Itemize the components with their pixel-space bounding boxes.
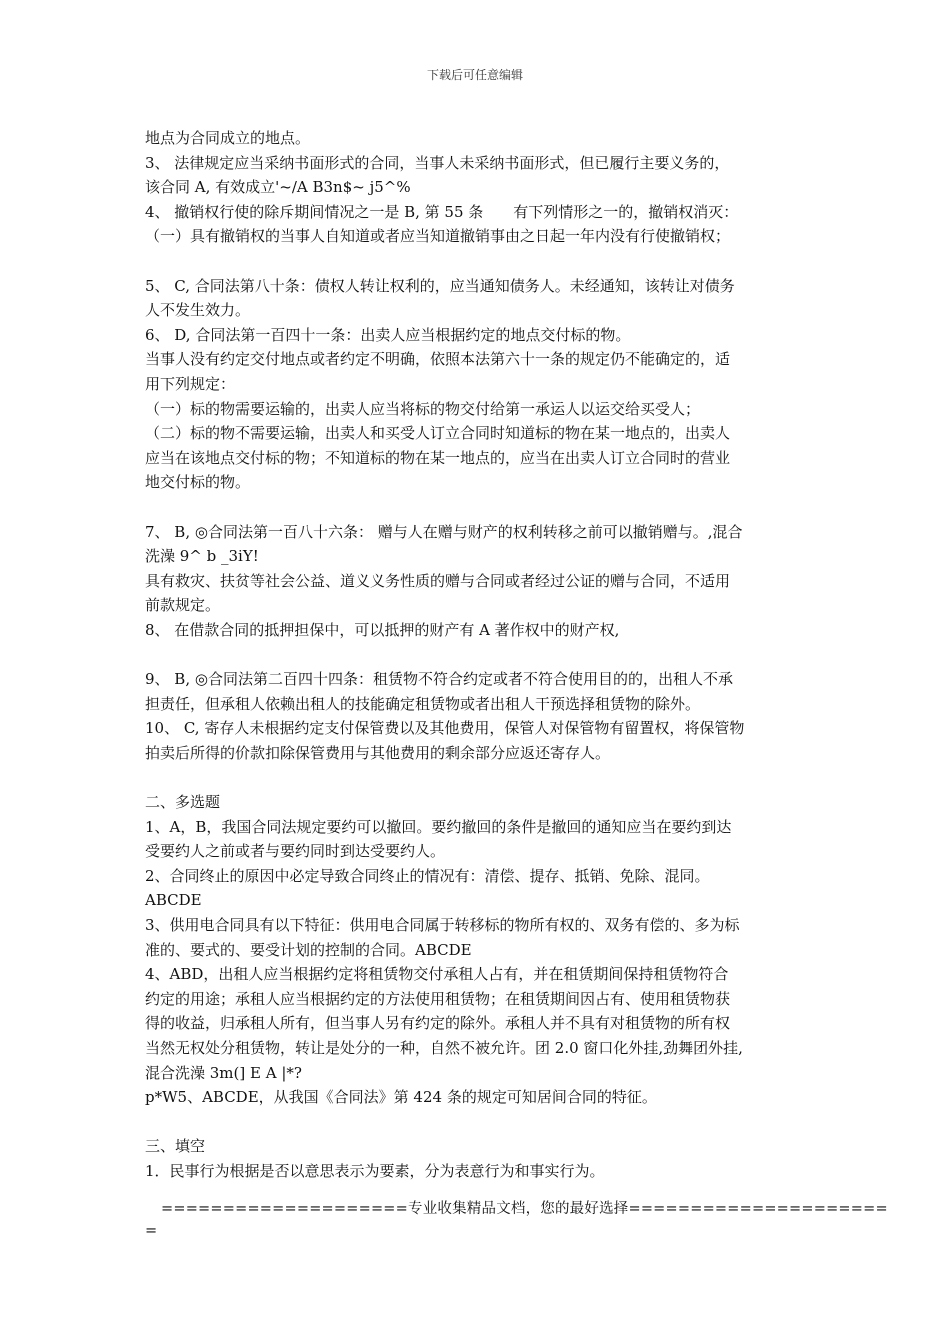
text-line: 用下列规定： — [145, 374, 236, 393]
text-line: 当事人没有约定交付地点或者约定不明确，依照本法第六十一条的规定仍不能确定的，适 — [145, 350, 731, 369]
text-line: 当然无权处分租赁物，转让是处分的一种，自然不被允许。团 2.0 窗口化外挂,劲舞团外挂, — [145, 1038, 743, 1057]
text-line: 4、 撤销权行使的除斥期间情况之一是 B, 第 55 条 有下列情形之一的，撤销权消灭： — [145, 202, 739, 221]
page-header: 下载后可任意编辑 — [426, 68, 523, 82]
text-line: 10、 C, 寄存人未根据约定支付保管费以及其他费用，保管人对保管物有留置权，将保管物 — [145, 719, 745, 738]
text-line: （一）标的物需要运输的，出卖人应当将标的物交付给第一承运人以运交给买受人； — [145, 399, 701, 418]
text-line: 3、供用电合同具有以下特征：供用电合同属于转移标的物所有权的、双务有偿的、多为标 — [145, 916, 740, 934]
text-line: 5、 C, 合同法第八十条：债权人转让权利的，应当通知债务人。未经通知，该转让对债务 — [145, 276, 735, 295]
blank-line — [145, 1110, 810, 1135]
text-line: 混合洗澡 3m(] E A |*? — [145, 1063, 302, 1082]
text-line: 地交付标的物。 — [145, 473, 251, 492]
text-line: 该合同 A, 有效成立'~/A B3n$~ j5^% — [145, 178, 411, 197]
text-line: 二、多选题 — [145, 793, 221, 812]
text-line: 应当在该地点交付标的物；不知道标的物在某一地点的，应当在出卖人订立合同时的营业 — [145, 448, 731, 467]
text-line: 洗澡 9^ b _3iY! — [145, 547, 259, 566]
text-line: 地点为合同成立的地点。 — [145, 129, 311, 147]
text-line: 8、 在借款合同的抵押担保中，可以抵押的财产有 A 著作权中的财产权, — [145, 620, 620, 639]
footer-banner-tail: = — [145, 1223, 158, 1239]
text-line: ABCDE — [145, 891, 202, 910]
text-line: 拍卖后所得的价款扣除保管费用与其他费用的剩余部分应返还寄存人。 — [145, 743, 611, 762]
text-line: 前款规定。 — [145, 596, 221, 615]
blank-line — [145, 765, 810, 790]
text-line: 9、 B, ◎合同法第二百四十四条：租赁物不符合约定或者不符合使用目的的，出租人不承 — [145, 670, 733, 689]
text-line: （二）标的物不需要运输，出卖人和买受人订立合同时知道标的物在某一地点的，出卖人 — [145, 424, 731, 443]
text-line: 7、 B, ◎合同法第一百八十六条： 赠与人在赠与财产的权利转移之前可以撤销赠与。,混合 — [145, 522, 743, 541]
text-line: 3、 法律规定应当采纳书面形式的合同，当事人未采纳书面形式，但已履行主要义务的， — [145, 153, 730, 172]
blank-line — [145, 495, 810, 520]
text-line: 约定的用途；承租人应当根据约定的方法使用租赁物；在租赁期间因占有、使用租赁物获 — [145, 989, 731, 1008]
text-line: p*W5、ABCDE，从我国《合同法》第 424 条的规定可知居间合同的特征。 — [145, 1088, 657, 1107]
text-line: 1、A，B，我国合同法规定要约可以撤回。要约撤回的条件是撤回的通知应当在要约到达 — [145, 817, 732, 836]
text-line: 三、填空 — [145, 1137, 206, 1156]
text-line: 得的收益，归承租人所有，但当事人另有约定的除外。承租人并不具有对租赁物的所有权 — [145, 1014, 731, 1033]
text-line: 人不发生效力。 — [145, 301, 251, 320]
text-line: 1．民事行为根据是否以意思表示为要素，分为表意行为和事实行为。 — [145, 1161, 605, 1180]
text-line: 4、ABD，出租人应当根据约定将租赁物交付承租人占有，并在租赁期间保持租赁物符合 — [145, 965, 729, 984]
text-line: 准的、要式的、要受计划的控制的合同。ABCDE — [145, 940, 472, 959]
document-body — [145, 126, 810, 1184]
footer-banner: ====================专业收集精品文档，您的最好选择===================== — [161, 1201, 888, 1217]
text-line: 6、 D, 合同法第一百四十一条：出卖人应当根据约定的地点交付标的物。 — [145, 325, 631, 344]
text-line: 具有救灾、扶贫等社会公益、道义义务性质的赠与合同或者经过公证的赠与合同，不适用 — [145, 571, 731, 590]
text-line: 2、合同终止的原因中必定导致合同终止的情况有：清偿、提存、抵销、免除、混同。 — [145, 866, 710, 885]
blank-line — [145, 249, 810, 274]
text-line: 受要约人之前或者与要约同时到达受要约人。 — [145, 842, 446, 861]
text-line: 担责任，但承租人依赖出租人的技能确定租赁物或者出租人干预选择租赁物的除外。 — [145, 694, 701, 713]
page-footer — [145, 1198, 888, 1242]
blank-line — [145, 642, 810, 667]
text-line: （一）具有撤销权的当事人自知道或者应当知道撤销事由之日起一年内没有行使撤销权； — [145, 227, 731, 246]
